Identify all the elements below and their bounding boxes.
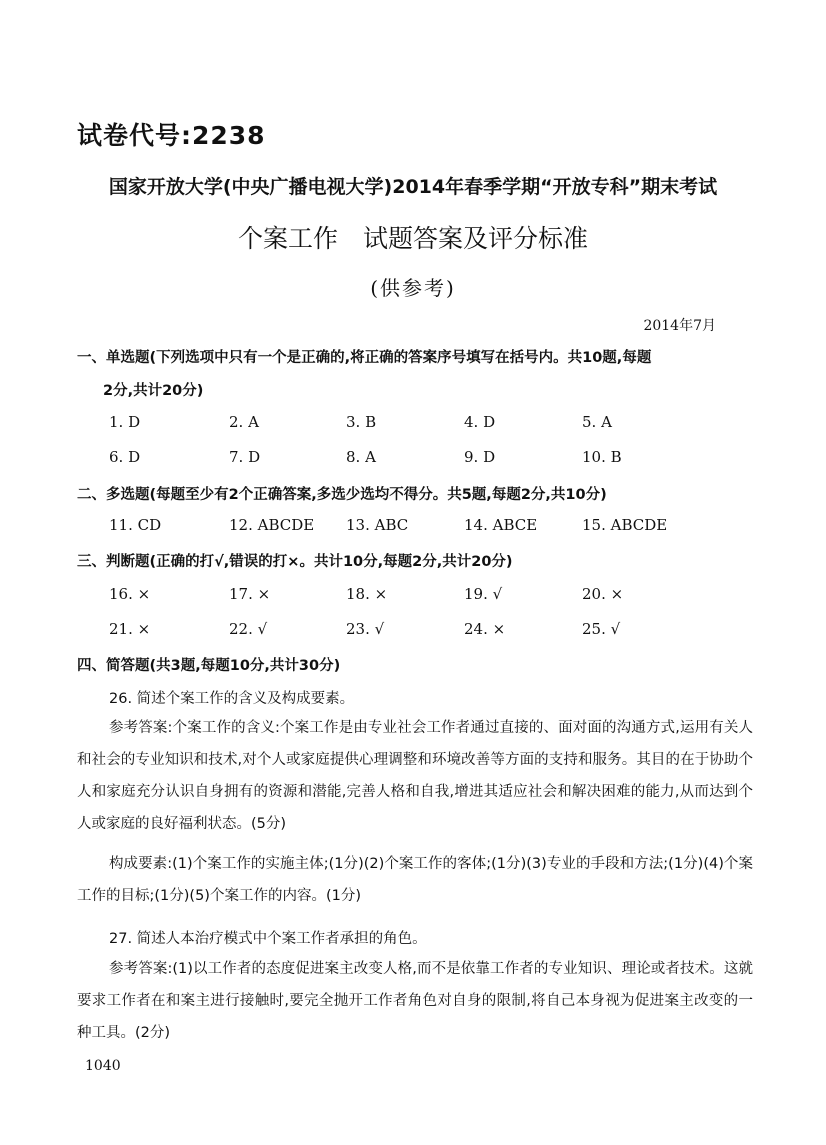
page-number: 1040	[85, 1058, 121, 1074]
answer-item: 21. ×	[109, 620, 151, 638]
answer-item: 8. A	[346, 448, 376, 466]
answer-item: 24. ×	[464, 620, 506, 638]
question-27: 27. 简述人本治疗模式中个案工作者承担的角色。	[109, 931, 427, 947]
answer-item: 5. A	[582, 413, 612, 431]
section-single-heading: 一、单选题(下列选项中只有一个是正确的,将正确的答案序号填写在括号内。共10题,每题	[77, 350, 652, 366]
paper-code: 试卷代号:2238	[77, 121, 266, 150]
answer-item: 9. D	[464, 448, 496, 466]
answer-26-paragraph-1: 参考答案:个案工作的含义:个案工作是由专业社会工作者通过直接的、面对面的沟通方式,运用有关人和社会的专业知识和技术,对个人或家庭提供心理调整和环境改善等方面的支持和服务。其目的在于协助个人和家庭充分认识自身拥有的资源和潜能,完善人格和自我,增进其适应社会和解决困难的能力,从而达到个人或家庭的良好福利状态。(5分)	[77, 720, 753, 832]
answer-item: 7. D	[229, 448, 261, 466]
answer-item: 1. D	[109, 413, 141, 431]
section-short-heading: 四、简答题(共3题,每题10分,共计30分)	[77, 658, 341, 674]
answer-27-paragraph-1: 参考答案:(1)以工作者的态度促进案主改变人格,而不是依靠工作者的专业知识、理论或者技术。这就要求工作者在和案主进行接触时,要完全抛开工作者角色对自身的限制,将自己本身视为促进案主改变的一种工具。(2分)	[77, 961, 753, 1041]
answer-item: 4. D	[464, 413, 496, 431]
answer-item: 11. CD	[109, 516, 162, 534]
answer-item: 18. ×	[346, 585, 388, 603]
answer-item: 14. ABCE	[464, 516, 538, 534]
section-judge-heading: 三、判断题(正确的打√,错误的打×。共计10分,每题2分,共计20分)	[77, 554, 513, 570]
answer-26-paragraph-2: 构成要素:(1)个案工作的实施主体;(1分)(2)个案工作的客体;(1分)(3)专业的手段和方法;(1分)(4)个案工作的目标;(1分)(5)个案工作的内容。(1分)	[77, 856, 753, 904]
answer-item: 6. D	[109, 448, 141, 466]
subject-title: 个案工作 试题答案及评分标准	[237, 224, 588, 253]
answer-item: 17. ×	[229, 585, 271, 603]
answer-item: 12. ABCDE	[229, 516, 315, 534]
exam-title: 国家开放大学(中央广播电视大学)2014年春季学期“开放专科”期末考试	[108, 176, 718, 198]
answer-item: 13. ABC	[346, 516, 409, 534]
answer-item: 16. ×	[109, 585, 151, 603]
answer-item: 22. √	[229, 620, 268, 638]
answer-item: 3. B	[346, 413, 377, 431]
answer-item: 10. B	[582, 448, 622, 466]
question-26: 26. 简述个案工作的含义及构成要素。	[109, 691, 355, 707]
answer-item: 2. A	[229, 413, 259, 431]
section-single-heading-cont: 2分,共计20分)	[103, 383, 204, 399]
answer-item: 19. √	[464, 585, 503, 603]
answer-item: 23. √	[346, 620, 385, 638]
exam-date: 2014年7月	[643, 318, 716, 334]
answer-item: 15. ABCDE	[582, 516, 668, 534]
answer-item: 25. √	[582, 620, 621, 638]
section-multi-heading: 二、多选题(每题至少有2个正确答案,多选少选均不得分。共5题,每题2分,共10分)	[77, 487, 607, 503]
answer-item: 20. ×	[582, 585, 624, 603]
reference-note: (供参考)	[370, 276, 456, 300]
